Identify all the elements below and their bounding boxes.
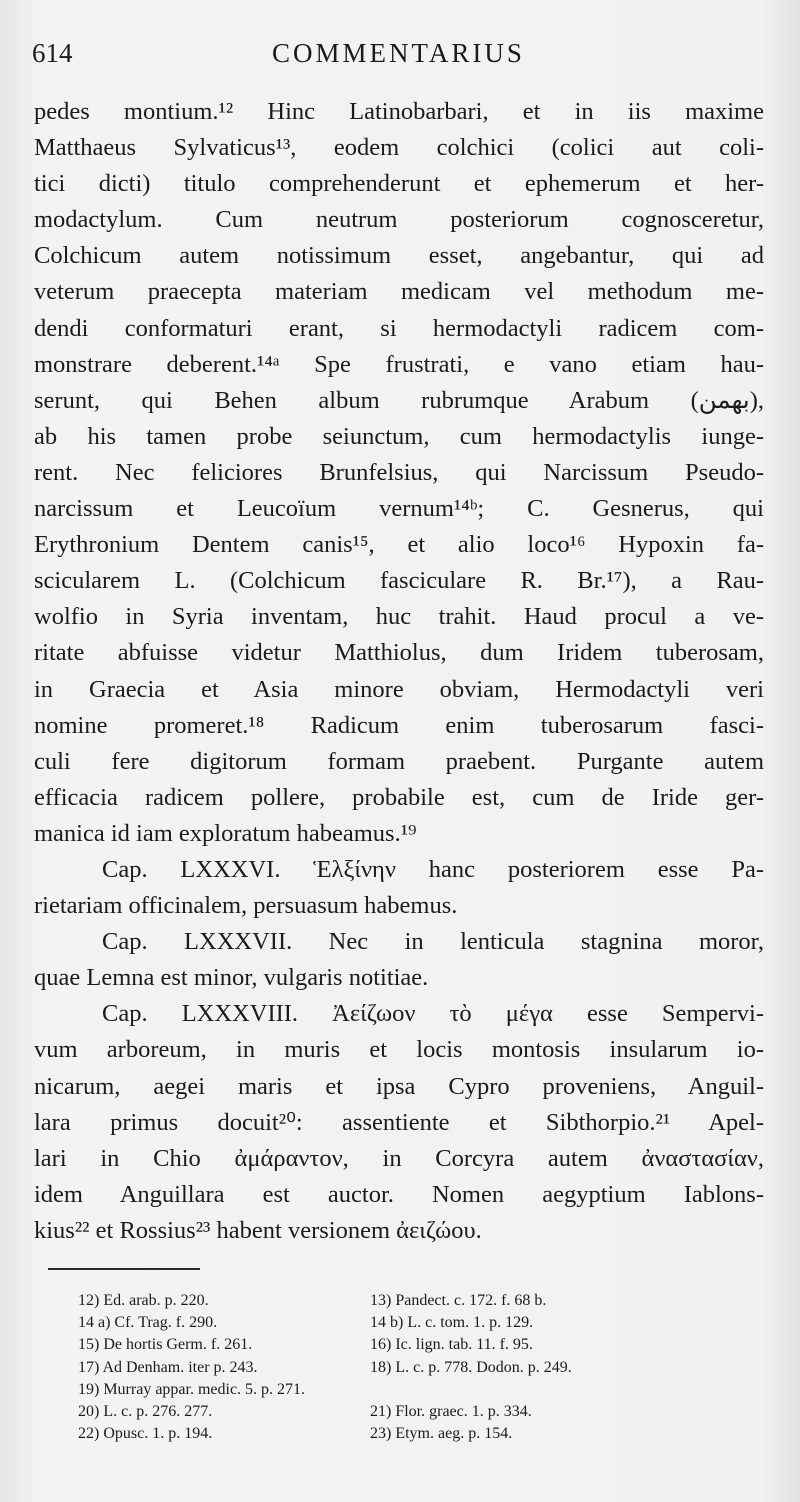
text-line: modactylum. Cum neutrum posteriorum cognosceretur, bbox=[34, 206, 764, 234]
text-line: lari in Chio ἀμάραντον, in Corcyra autem ἀναστασίαν, bbox=[34, 1144, 764, 1172]
text-line: culi fere digitorum formam praebent. Purgante autem bbox=[34, 747, 764, 775]
text-line: monstrare deberent.¹⁴ᵃ Spe frustrati, e vano etiam hau- bbox=[34, 350, 764, 378]
footnote: 19) Murray appar. medic. 5. p. 271. bbox=[78, 1380, 306, 1398]
footnote: 14 a) Cf. Trag. f. 290. bbox=[78, 1314, 218, 1332]
footnote: 12) Ed. arab. p. 220. bbox=[78, 1292, 209, 1309]
text-line: nomine promeret.¹⁸ Radicum enim tuberosarum fasci- bbox=[34, 711, 764, 739]
footnote-row bbox=[78, 1290, 768, 1312]
main-text bbox=[34, 94, 764, 1249]
text-line: rent. Nec feliciores Brunfelsius, qui Narcissum Pseudo- bbox=[34, 458, 764, 486]
text-line: scicularem L. (Colchicum fasciculare R. Br.¹⁷), a Rau- bbox=[34, 567, 764, 595]
footnote-row bbox=[78, 1423, 768, 1445]
text-line: Matthaeus Sylvaticus¹³, eodem colchici (colici aut coli- bbox=[34, 134, 764, 162]
text-line: Cap. LXXXVIII. Ἀείζωον τὸ μέγα esse Sempervi- bbox=[102, 1000, 764, 1028]
text-line: veterum praecepta materiam medicam vel methodum me- bbox=[34, 278, 764, 306]
text-line: nicarum, aegei maris et ipsa Cypro proveniens, Anguil- bbox=[34, 1072, 764, 1100]
footnote-row bbox=[78, 1379, 768, 1401]
text-line: tici dicti) titulo comprehenderunt et ephemerum et her- bbox=[34, 170, 764, 198]
text-line: ab his tamen probe seiunctum, cum hermodactylis iunge- bbox=[34, 422, 764, 450]
text-line: Cap. LXXXVI. Ἑλξίνην hanc posteriorem esse Pa- bbox=[102, 855, 764, 883]
text-line: kius²² et Rossius²³ habent versionem ἀειζώου. bbox=[34, 1216, 482, 1244]
text-line: narcissum et Leucoïum vernum¹⁴ᵇ; C. Gesnerus, qui bbox=[34, 495, 764, 523]
footnote-row bbox=[78, 1334, 768, 1356]
text-line: ritate abfuisse videtur Matthiolus, dum Iridem tuberosam, bbox=[34, 639, 764, 667]
footnote: 14 b) L. c. tom. 1. p. 129. bbox=[370, 1314, 534, 1332]
text-line: dendi conformaturi erant, si hermodactyli radicem com- bbox=[34, 314, 764, 342]
text-line: manica id iam exploratum habeamus.¹⁹ bbox=[34, 819, 417, 847]
text-line: rietariam officinalem, persuasum habemus. bbox=[34, 892, 458, 920]
text-line: quae Lemna est minor, vulgaris notitiae. bbox=[34, 964, 429, 992]
text-line: lara primus docuit²⁰: assentiente et Sibthorpio.²¹ Apel- bbox=[34, 1108, 764, 1136]
text-line: serunt, qui Behen album rubrumque Arabum (بهمن), bbox=[34, 386, 764, 414]
text-line: pedes montium.¹² Hinc Latinobarbari, et in iis maxime bbox=[34, 98, 764, 125]
footnote: 21) Flor. graec. 1. p. 334. bbox=[370, 1402, 532, 1420]
footnote: 20) L. c. p. 276. 277. bbox=[78, 1402, 213, 1420]
running-title: COMMENTARIUS bbox=[272, 38, 525, 68]
footnote: 23) Etym. aeg. p. 154. bbox=[370, 1425, 513, 1443]
footnote: 18) L. c. p. 778. Dodon. p. 249. bbox=[370, 1358, 572, 1376]
text-line: wolfio in Syria inventam, huc trahit. Haud procul a ve- bbox=[34, 603, 764, 631]
footnotes bbox=[78, 1290, 768, 1445]
footnote: 16) Ic. lign. tab. 11. f. 95. bbox=[370, 1336, 533, 1354]
footnote-row bbox=[78, 1357, 768, 1379]
text-line: vum arboreum, in muris et locis montosis insularum io- bbox=[34, 1036, 764, 1064]
footnote-row bbox=[78, 1312, 768, 1334]
text-line: idem Anguillara est auctor. Nomen aegyptium Iablons- bbox=[34, 1180, 764, 1208]
page-number: 614 bbox=[32, 38, 73, 68]
footnote-row bbox=[78, 1401, 768, 1423]
text-line: in Graecia et Asia minore obviam, Hermodactyli veri bbox=[34, 675, 764, 703]
page-header bbox=[32, 38, 772, 74]
text-line: Erythronium Dentem canis¹⁵, et alio loco¹⁶ Hypoxin fa- bbox=[34, 531, 764, 559]
footnote-rule bbox=[48, 1268, 200, 1270]
footnote: 22) Opusc. 1. p. 194. bbox=[78, 1425, 213, 1443]
text-line: Cap. LXXXVII. Nec in lenticula stagnina moror, bbox=[102, 928, 764, 956]
text-line: Colchicum autem notissimum esset, angebantur, qui ad bbox=[34, 242, 764, 270]
footnote: 13) Pandect. c. 172. f. 68 b. bbox=[370, 1292, 547, 1309]
text-line: efficacia radicem pollere, probabile est, cum de Iride ger- bbox=[34, 783, 764, 811]
footnote: 15) De hortis Germ. f. 261. bbox=[78, 1336, 253, 1354]
footnote: 17) Ad Denham. iter p. 243. bbox=[78, 1358, 258, 1376]
